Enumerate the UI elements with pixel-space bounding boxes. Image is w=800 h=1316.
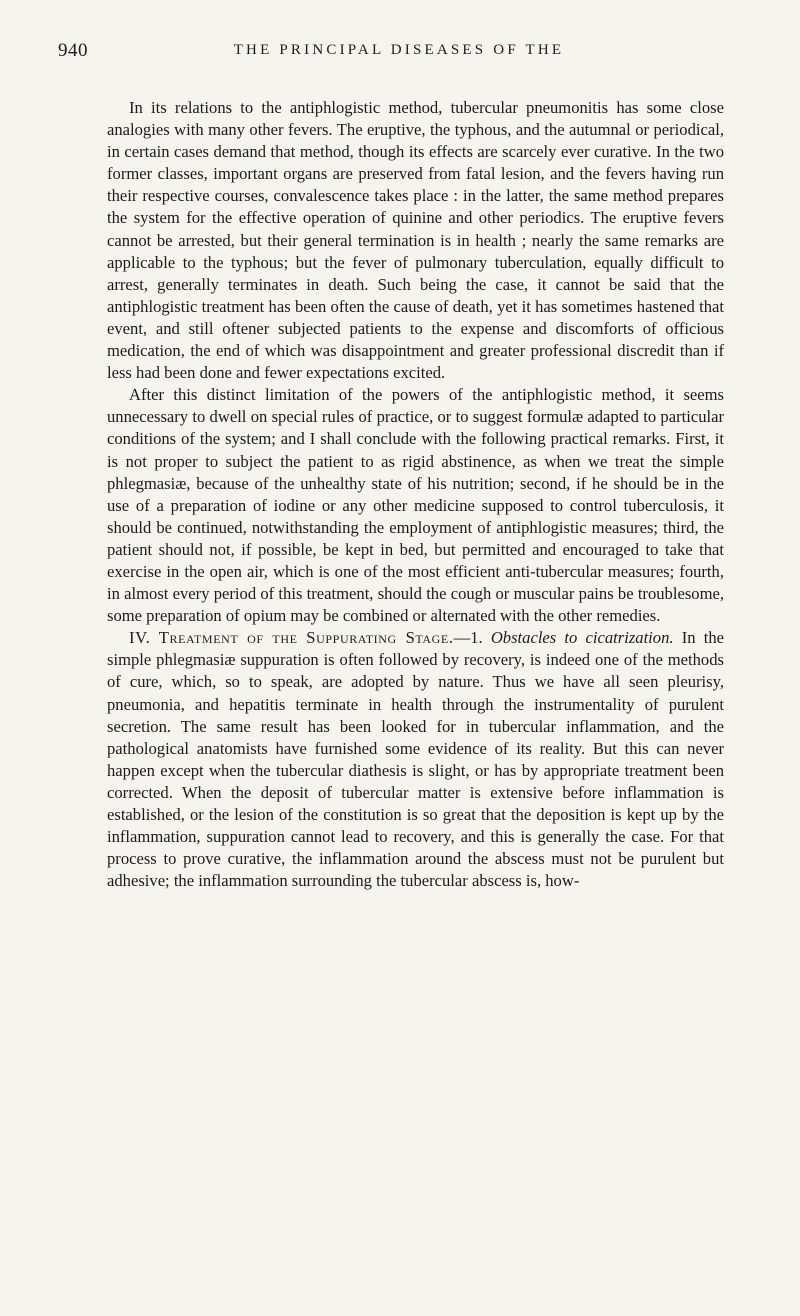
running-head: THE PRINCIPAL DISEASES OF THE — [233, 42, 565, 58]
paragraph-1: In its relations to the antiphlogistic method, tubercular pneumonitis has some close analogies with many other fevers. The eruptive, the typhous, and the autumnal or periodical, in certain cases demand that method, though its effects are scarcely ever curative. In the two former classes, important organs are preserved from fatal lesion, and the fevers having run their respective courses, convalescence takes place : in the latter, the same method prepares the system for the effective operation of quinine and other periodics. The eruptive fevers cannot be arrested, but their general termination is in health ; nearly the same remarks are applicable to the typhous; but the fever of pulmonary tuberculation, equally difficult to arrest, generally terminates in death. Such being the case, it cannot be said that the antiphlogistic treatment has been often the cause of death, yet it has sometimes hastened that event, and still oftener subjected patients to the expense and discomforts of officious medication, the end of which was disappointment and greater professional discredit than if less had been done and fewer expectations excited. — [107, 98, 724, 383]
body-text — [107, 97, 724, 892]
section-heading: IV. Treatment of the Suppurating Stage. — [129, 628, 454, 648]
paragraph-3-body: In the simple phlegmasiæ suppuration is often followed by recovery, is indeed one of the methods of cure, which, so to speak, are adopted by nature. Thus we have all seen pleurisy, pneumonia, and hepatitis terminate in health through the instrumentality of purulent secretion. The same result has been looked for in tubercular inflammation, and the pathological anatomists have furnished some evidence of its reality. But this can never happen except when the tubercular diathesis is slight, or has by appropriate treatment been corrected. When the deposit of tubercular matter is extensive before inflammation is established, or the lesion of the constitution is so great that the deposition is kept up by the inflammation, suppuration cannot lead to recovery, and this is generally the case. For that process to prove curative, the inflammation around the abscess must not be purulent but adhesive; the inflammation surrounding the tubercular abscess is, how- — [107, 628, 724, 891]
subsection-number: —1. — [453, 628, 483, 648]
subsection-title: Obstacles to cicatrization. — [490, 628, 674, 648]
page-number: 940 — [58, 40, 88, 61]
paragraph-2: After this distinct limitation of the powers of the antiphlogistic method, it seems unnecessary to dwell on special rules of practice, or to suggest formulæ adapted to particular conditions of the system; and I shall conclude with the following practical remarks. First, it is not proper to subject the patient to as rigid abstinence, as when we treat the simple phlegmasiæ, because of the unhealthy state of his nutrition; second, if he should be in the use of a preparation of iodine or any other medicine supposed to control tuberculosis, it should be continued, notwithstanding the employment of antiphlogistic measures; third, the patient should not, if possible, be kept in bed, but permitted and encouraged to take that exercise in the open air, which is one of the most efficient anti-tubercular measures; fourth, in almost every period of this treatment, should the cough or muscular pains be troublesome, some preparation of opium may be combined or alternated with the other remedies. — [107, 385, 724, 626]
paragraph-3 — [107, 627, 724, 892]
page-header — [58, 40, 740, 68]
